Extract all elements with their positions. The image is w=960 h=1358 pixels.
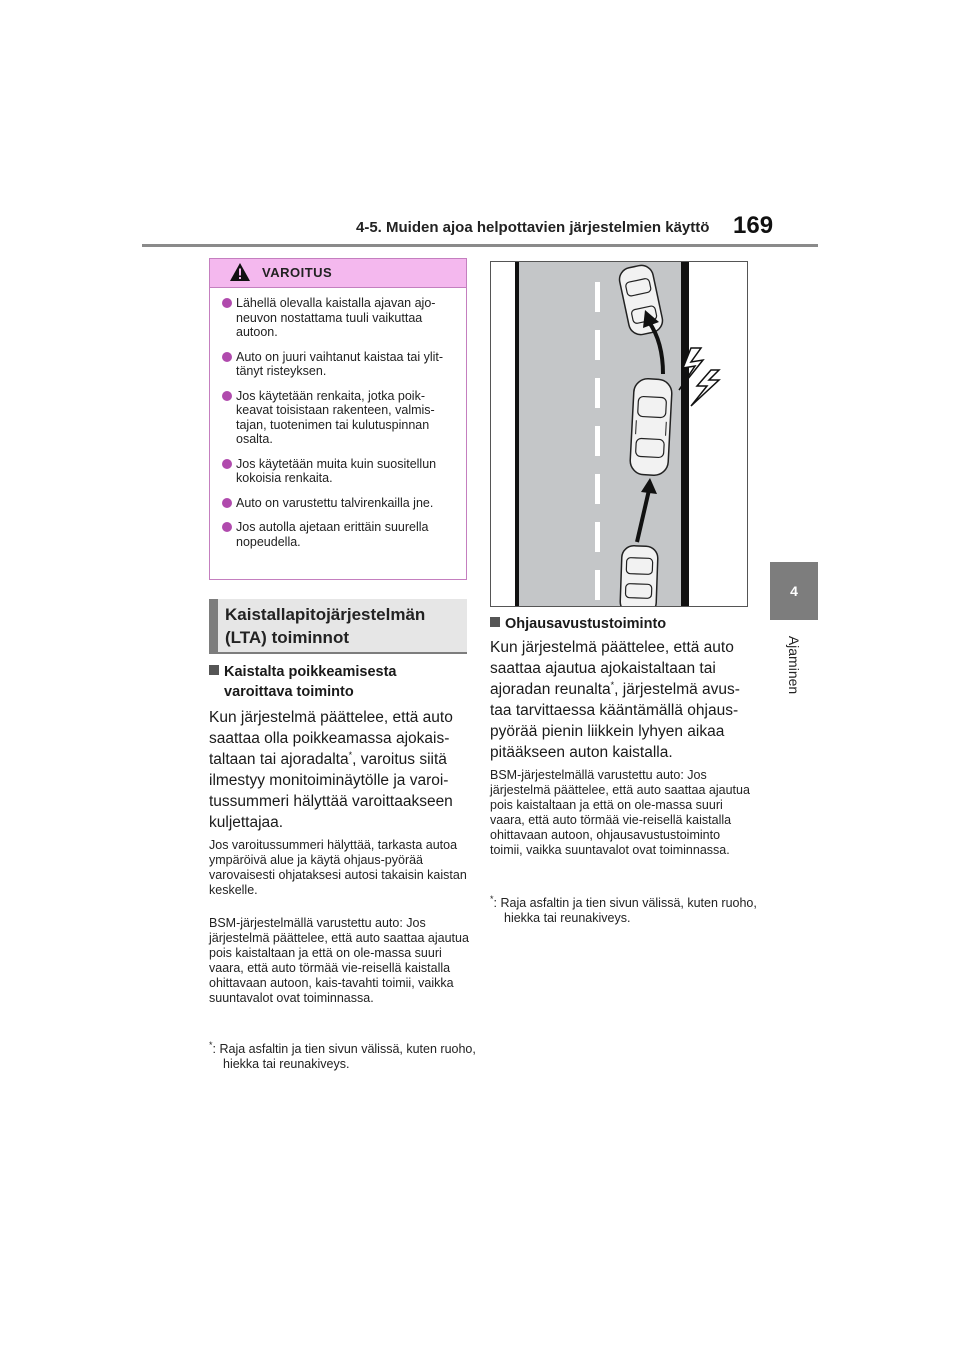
bullet-icon — [222, 298, 232, 308]
subhead-lane-departure: Kaistalta poikkeamisesta varoittava toiminto — [209, 662, 469, 702]
running-header: 4-5. Muiden ajoa helpottavien järjestelmien käyttö — [356, 219, 710, 236]
left-paragraph-1: Kun järjestelmä päättelee, että auto saattaa olla poikkeamassa ajokais-taltaan tai ajoradalta*, varoitus siitä ilmestyy monitoiminäytölle ja varoi-tussummeri hälyttää varoittaakseen kuljettajaa. — [209, 709, 453, 831]
list-item: Lähellä olevalla kaistalla ajavan ajo-neuvon nostattama tuuli vaikuttaa autoon. — [222, 296, 456, 340]
list-item: Jos autolla ajetaan erittäin suurella nopeudella. — [222, 520, 456, 549]
list-item: Jos käytetään renkaita, jotka poik-keavat toisistaan rakenteen, valmis-tajan, tuotenimen tai kulutuspinnan osalta. — [222, 389, 456, 447]
page-number: 169 — [733, 212, 774, 239]
square-bullet-icon — [209, 665, 219, 675]
road-diagram — [491, 262, 747, 606]
left-footnote: *: Raja asfaltin ja tien sivun välissä, kuten ruoho, hiekka tai reunakiveys. — [209, 1039, 476, 1071]
bullet-icon — [222, 459, 232, 469]
warning-box — [209, 258, 467, 580]
list-item: Auto on juuri vaihtanut kaistaa tai ylit-tänyt risteyksen. — [222, 350, 456, 379]
section-title-line1: Kaistallapitojärjestelmän — [225, 605, 426, 624]
warning-label: VAROITUS — [262, 265, 333, 280]
warning-list — [210, 288, 466, 549]
lane-assist-illustration — [490, 261, 748, 607]
right-paragraph-2: BSM-järjestelmällä varustettu auto: Jos järjestelmä päättelee, että auto saattaa ajautua pois kaistaltaan ja että on ole-massa suuri vaara, että auto törmää vie-reisellä kaistalla ohittavaan autoon, ohjausavustustoiminto toimii, vaikka suuntavalot ovat toiminnassa. — [490, 768, 750, 857]
section-heading — [209, 599, 467, 654]
bullet-icon — [222, 498, 232, 508]
list-item: Jos käytetään muita kuin suositellun kokoisia renkaita. — [222, 457, 456, 486]
right-footnote: *: Raja asfaltin ja tien sivun välissä, kuten ruoho, hiekka tai reunakiveys. — [490, 893, 757, 925]
bullet-icon — [222, 352, 232, 362]
list-item: Auto on varustettu talvirenkailla jne. — [222, 496, 456, 511]
left-paragraph-2: Jos varoitussummeri hälyttää, tarkasta autoa ympäröivä alue ja käytä ohjaus-pyörää varovaisesti ohjataksesi autosi takaisin kaistan keskelle. — [209, 838, 467, 897]
subhead-steering-assist: Ohjausavustustoiminto — [490, 614, 752, 634]
section-title-line2: (LTA) toiminnot — [225, 628, 349, 647]
bullet-icon — [222, 391, 232, 401]
bullet-icon — [222, 522, 232, 532]
chapter-name-label: Ajaminen — [786, 635, 802, 695]
chapter-name — [776, 630, 812, 700]
left-paragraph-3: BSM-järjestelmällä varustettu auto: Jos järjestelmä päättelee, että auto saattaa ajautua pois kaistaltaan ja että on ole-massa suuri vaara, että auto törmää vie-reisellä kaistalla ohittavaan autoon, kais-tavahti toimii, vaikka suuntavalot ovat toiminnassa. — [209, 916, 469, 1005]
square-bullet-icon — [490, 617, 500, 627]
right-paragraph-1: Kun järjestelmä päättelee, että auto saattaa ajautua ajokaistaltaan tai ajoradan reunalta*, järjestelmä avus-taa tarvittaessa kääntämällä ohjaus-pyörää pienin liikkein lyhyen aikaa pitääkseen auton kaistalla. — [490, 639, 740, 761]
warning-header — [210, 259, 466, 288]
warning-icon — [229, 262, 251, 282]
header-rule — [142, 244, 818, 247]
chapter-tab: 4 — [770, 562, 818, 620]
